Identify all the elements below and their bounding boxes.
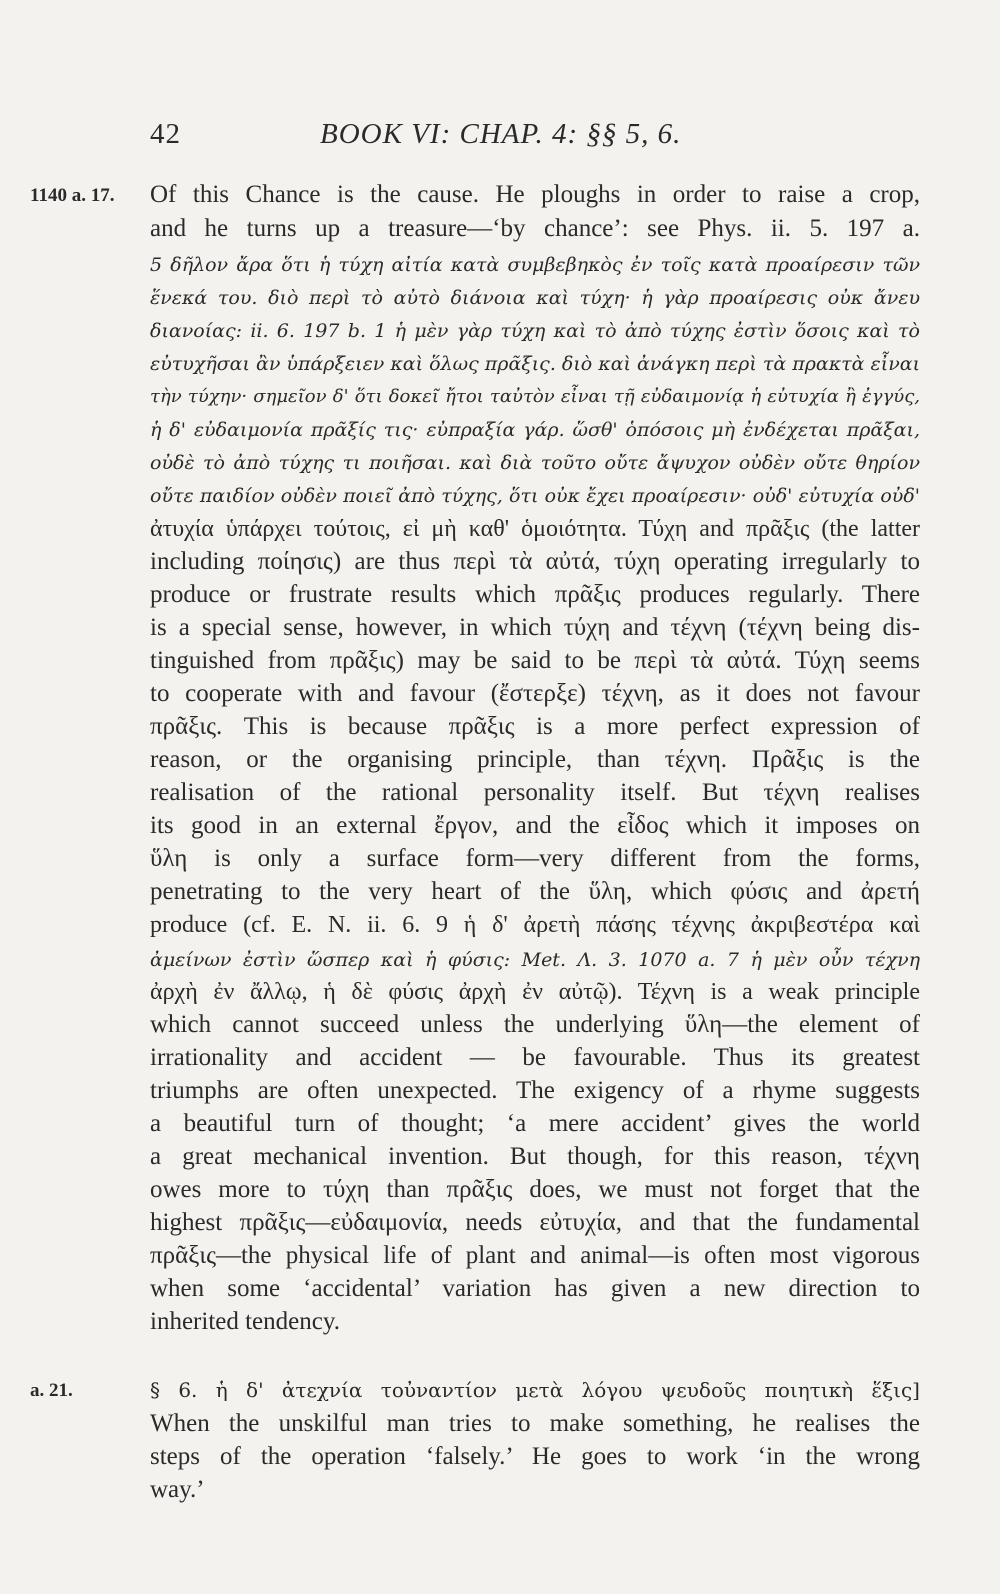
text-line: Of this Chance is the cause. He ploughs in order to raise a crop,: [150, 181, 920, 208]
greek-quote-line: ἀμείνων ἐστὶν ὥσπερ καὶ ἡ φύσις: Met. Λ. 3. 1070 a. 7 ἡ μὲν οὖν τέχνη: [150, 949, 920, 971]
text-line: a great mechanical invention. But though, for this reason, τέχνη: [150, 1143, 920, 1170]
text-line: steps of the operation ‘falsely.’ He goes to work ‘in the wrong: [150, 1443, 920, 1470]
text-line: πρᾶξις. This is because πρᾶξις is a more perfect expression of: [150, 713, 920, 740]
text-line: highest πρᾶξις—εὐδαιμονία, needs εὐτυχία, and that the fundamental: [150, 1209, 920, 1236]
text-line: owes more to τύχη than πρᾶξις does, we must not forget that the: [150, 1176, 920, 1203]
text-line: way.’: [150, 1476, 205, 1503]
text-line: to cooperate with and favour (ἔστερξε) τέχνη, as it does not favour: [150, 680, 920, 707]
text-line: and he turns up a treasure—‘by chance’: see Phys. ii. 5. 197 a.: [150, 215, 920, 242]
greek-quote-line: τὴν τύχην· σημεῖον δ' ὅτι δοκεῖ ἤτοι ταὐτὸν εἶναι τῇ εὐδαιμονίᾳ ἡ εὐτυχία ἢ ἐγγύς,: [150, 386, 920, 407]
text-line: tinguished from πρᾶξις) may be said to be περὶ τὰ αὐτά. Τύχη seems: [150, 647, 920, 674]
text-line: realisation of the rational personality itself. But τέχνη realises: [150, 779, 920, 806]
margin-reference: a. 21.: [30, 1380, 73, 1401]
text-line: πρᾶξις—the physical life of plant and animal—is often most vigorous: [150, 1242, 920, 1269]
text-line: including ποίησις) are thus περὶ τὰ αὐτά, τύχη operating irregularly to: [150, 548, 920, 575]
text-line: ὕλη is only a surface form—very different from the forms,: [150, 845, 920, 872]
greek-quote-line: 5 δῆλον ἄρα ὅτι ἡ τύχη αἰτία κατὰ συμβεβηκὸς ἐν τοῖς κατὰ προαίρεσιν τῶν: [150, 254, 920, 276]
text-line: ἀτυχία ὑπάρχει τούτοις, εἰ μὴ καθ' ὁμοιότητα. Τύχη and πρᾶξις (the latter: [150, 516, 920, 542]
text-line: ἀρχὴ ἐν ἄλλῳ, ἡ δὲ φύσις ἀρχὴ ἐν αὐτῷ). Τέχνη is a weak principle: [150, 979, 920, 1005]
section-heading: § 6. ἡ δ' ἀτεχνία τοὐναντίον μετὰ λόγου ψευδοῦς ποιητικὴ ἕξις]: [150, 1378, 920, 1402]
text-line: its good in an external ἔργον, and the εἶδος which it imposes on: [150, 812, 920, 839]
text-line: is a special sense, however, in which τύχη and τέχνη (τέχνη being dis-: [150, 614, 920, 641]
page-number: 42: [150, 118, 181, 150]
margin-reference: 1140 a. 17.: [30, 185, 115, 206]
text-line: inherited tendency.: [150, 1308, 340, 1335]
running-title: BOOK VI: CHAP. 4: §§ 5, 6.: [320, 118, 682, 150]
greek-quote-line: διανοίας: ii. 6. 197 b. 1 ἡ μὲν γὰρ τύχη καὶ τὸ ἀπὸ τύχης ἐστὶν ὅσοις καὶ τὸ: [150, 320, 920, 342]
greek-quote-line: ἕνεκά του. διὸ περὶ τὸ αὐτὸ διάνοια καὶ τύχη· ἡ γὰρ προαίρεσις οὐκ ἄνευ: [150, 287, 920, 309]
text-line: irrationality and accident — be favourable. Thus its greatest: [150, 1044, 920, 1071]
text-line: produce or frustrate results which πρᾶξις produces regularly. There: [150, 581, 920, 608]
text-line: triumphs are often unexpected. The exigency of a rhyme suggests: [150, 1077, 920, 1104]
text-line: when some ‘accidental’ variation has given a new direction to: [150, 1275, 920, 1302]
greek-quote-line: ἡ δ' εὐδαιμονία πρᾶξίς τις· εὐπραξία γάρ. ὥσθ' ὁπόσοις μὴ ἐνδέχεται πρᾶξαι,: [150, 419, 920, 441]
text-line: When the unskilful man tries to make something, he realises the: [150, 1410, 920, 1437]
text-line: produce (cf. E. N. ii. 6. 9 ἡ δ' ἀρετὴ πάσης τέχνης ἀκριβεστέρα καὶ: [150, 912, 920, 938]
text-line: penetrating to the very heart of the ὕλη, which φύσις and ἀρετή: [150, 878, 920, 905]
greek-quote-line: οὐδὲ τὸ ἀπὸ τύχης τι ποιῆσαι. καὶ διὰ τοῦτο οὔτε ἄψυχον οὐδὲν οὔτε θηρίον: [150, 452, 920, 474]
greek-quote-line: οὔτε παιδίον οὐδὲν ποιεῖ ἀπὸ τύχης, ὅτι οὐκ ἔχει προαίρεσιν· οὐδ' εὐτυχία οὐδ': [150, 485, 920, 507]
text-line: a beautiful turn of thought; ‘a mere accident’ gives the world: [150, 1110, 920, 1137]
greek-quote-line: εὐτυχῆσαι ἂν ὑπάρξειεν καὶ ὅλως πρᾶξις. διὸ καὶ ἀνάγκη περὶ τὰ πρακτὰ εἶναι: [150, 353, 920, 375]
text-line: which cannot succeed unless the underlying ὕλη—the element of: [150, 1011, 920, 1038]
text-line: reason, or the organising principle, than τέχνη. Πρᾶξις is the: [150, 746, 920, 773]
